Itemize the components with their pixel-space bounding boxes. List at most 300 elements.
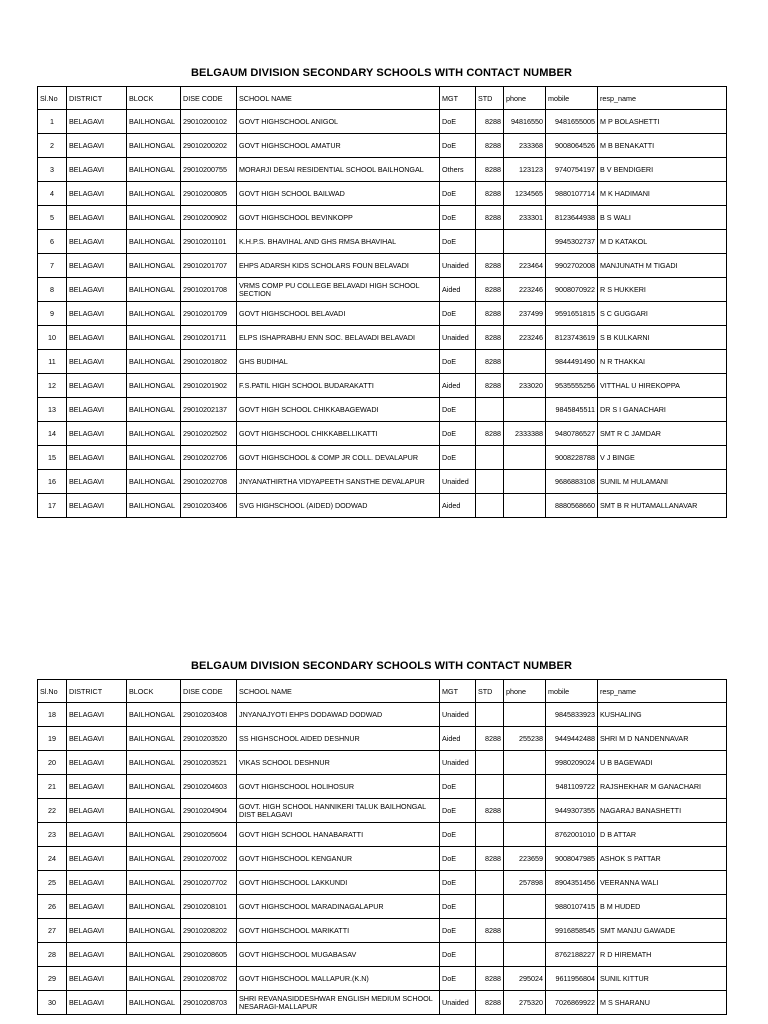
cell-sl-no: 5	[38, 206, 67, 230]
cell-phone	[504, 799, 546, 823]
column-header-mobile: mobile	[546, 87, 598, 110]
cell-school-name: MORARJI DESAI RESIDENTIAL SCHOOL BAILHONGAL	[237, 158, 440, 182]
cell-resp-name: SUNIL M HULAMANI	[598, 470, 727, 494]
cell-sl-no: 24	[38, 847, 67, 871]
cell-resp-name: MANJUNATH M TIGADI	[598, 254, 727, 278]
cell-resp-name: B M HUDED	[598, 895, 727, 919]
cell-phone	[504, 823, 546, 847]
cell-resp-name: SMT B R HUTAMALLANAVAR	[598, 494, 727, 518]
cell-district: BELAGAVI	[67, 134, 127, 158]
cell-resp-name: NAGARAJ BANASHETTI	[598, 799, 727, 823]
cell-phone	[504, 470, 546, 494]
cell-school-name: GOVT HIGHSCHOOL KENGANUR	[237, 847, 440, 871]
table-row	[38, 703, 727, 727]
cell-school-name: GOVT HIGHSCHOOL ANIGOL	[237, 110, 440, 134]
cell-block: BAILHONGAL	[127, 895, 181, 919]
column-header-dise-code: DISE CODE	[181, 87, 237, 110]
cell-sl-no: 18	[38, 703, 67, 727]
cell-mobile: 9980209024	[546, 751, 598, 775]
cell-resp-name: RAJSHEKHAR M GANACHARI	[598, 775, 727, 799]
cell-mobile: 8762188227	[546, 943, 598, 967]
column-header-dise-code: DISE CODE	[181, 680, 237, 703]
cell-sl-no: 13	[38, 398, 67, 422]
cell-resp-name: SUNIL KITTUR	[598, 967, 727, 991]
cell-phone	[504, 751, 546, 775]
cell-std: 8288	[476, 919, 504, 943]
cell-mgt: Unaided	[440, 703, 476, 727]
cell-resp-name: M P BOLASHETTI	[598, 110, 727, 134]
cell-district: BELAGAVI	[67, 278, 127, 302]
cell-block: BAILHONGAL	[127, 398, 181, 422]
cell-mobile: 9686883108	[546, 470, 598, 494]
column-header-mgt: MGT	[440, 680, 476, 703]
table-row	[38, 254, 727, 278]
cell-district: BELAGAVI	[67, 967, 127, 991]
cell-phone: 233020	[504, 374, 546, 398]
cell-dise-code: 29010203520	[181, 727, 237, 751]
cell-resp-name: ASHOK S PATTAR	[598, 847, 727, 871]
cell-sl-no: 8	[38, 278, 67, 302]
cell-district: BELAGAVI	[67, 847, 127, 871]
cell-mgt: Unaided	[440, 326, 476, 350]
cell-school-name: GOVT HIGH SCHOOL CHIKKABAGEWADI	[237, 398, 440, 422]
column-header-block: BLOCK	[127, 87, 181, 110]
cell-district: BELAGAVI	[67, 446, 127, 470]
cell-dise-code: 29010200902	[181, 206, 237, 230]
cell-mgt: DoE	[440, 446, 476, 470]
schools-table-1	[37, 86, 727, 518]
cell-phone	[504, 895, 546, 919]
cell-phone: 223464	[504, 254, 546, 278]
cell-sl-no: 1	[38, 110, 67, 134]
table-row	[38, 991, 727, 1015]
cell-phone	[504, 494, 546, 518]
column-header-school-name: SCHOOL NAME	[237, 87, 440, 110]
cell-mobile: 9008070922	[546, 278, 598, 302]
cell-phone	[504, 775, 546, 799]
cell-mobile: 9008064526	[546, 134, 598, 158]
cell-resp-name: M K HADIMANI	[598, 182, 727, 206]
cell-mobile: 8123743619	[546, 326, 598, 350]
cell-district: BELAGAVI	[67, 494, 127, 518]
cell-block: BAILHONGAL	[127, 919, 181, 943]
cell-dise-code: 29010202706	[181, 446, 237, 470]
cell-mobile: 9480786527	[546, 422, 598, 446]
cell-sl-no: 27	[38, 919, 67, 943]
cell-dise-code: 29010208101	[181, 895, 237, 919]
cell-school-name: VRMS COMP PU COLLEGE BELAVADI HIGH SCHOOL SECTION	[237, 278, 440, 302]
cell-std: 8288	[476, 991, 504, 1015]
cell-block: BAILHONGAL	[127, 182, 181, 206]
page-title: BELGAUM DIVISION SECONDARY SCHOOLS WITH CONTACT NUMBER	[190, 660, 573, 672]
cell-school-name: ELPS ISHAPRABHU ENN SOC. BELAVADI BELAVADI	[237, 326, 440, 350]
cell-school-name: EHPS ADARSH KIDS SCHOLARS FOUN BELAVADI	[237, 254, 440, 278]
cell-phone: 223246	[504, 278, 546, 302]
cell-district: BELAGAVI	[67, 919, 127, 943]
cell-dise-code: 29010200202	[181, 134, 237, 158]
cell-std	[476, 823, 504, 847]
cell-school-name: K.H.P.S. BHAVIHAL AND GHS RMSA BHAVIHAL	[237, 230, 440, 254]
cell-block: BAILHONGAL	[127, 470, 181, 494]
cell-mgt: Aided	[440, 374, 476, 398]
cell-resp-name: SHRI M D NANDENNAVAR	[598, 727, 727, 751]
cell-dise-code: 29010208202	[181, 919, 237, 943]
cell-mgt: DoE	[440, 847, 476, 871]
cell-mgt: DoE	[440, 422, 476, 446]
cell-mgt: DoE	[440, 943, 476, 967]
cell-mobile: 9481655005	[546, 110, 598, 134]
table-row	[38, 134, 727, 158]
column-header-std: STD	[476, 680, 504, 703]
cell-dise-code: 29010201709	[181, 302, 237, 326]
cell-resp-name: DR S I GANACHARI	[598, 398, 727, 422]
cell-block: BAILHONGAL	[127, 422, 181, 446]
cell-block: BAILHONGAL	[127, 350, 181, 374]
cell-mgt: DoE	[440, 206, 476, 230]
cell-district: BELAGAVI	[67, 871, 127, 895]
cell-district: BELAGAVI	[67, 302, 127, 326]
cell-mobile: 9844491490	[546, 350, 598, 374]
cell-block: BAILHONGAL	[127, 751, 181, 775]
cell-mobile: 7026869922	[546, 991, 598, 1015]
cell-district: BELAGAVI	[67, 727, 127, 751]
cell-phone	[504, 350, 546, 374]
cell-school-name: GOVT HIGHSCHOOL MARADINAGALAPUR	[237, 895, 440, 919]
cell-school-name: GOVT HIGHSCHOOL CHIKKABELLIKATTI	[237, 422, 440, 446]
cell-dise-code: 29010204603	[181, 775, 237, 799]
cell-mgt: DoE	[440, 182, 476, 206]
cell-district: BELAGAVI	[67, 775, 127, 799]
cell-mgt: Unaided	[440, 751, 476, 775]
cell-block: BAILHONGAL	[127, 374, 181, 398]
cell-dise-code: 29010208605	[181, 943, 237, 967]
column-header-phone: phone	[504, 87, 546, 110]
cell-mobile: 9902702008	[546, 254, 598, 278]
cell-district: BELAGAVI	[67, 158, 127, 182]
table-row	[38, 206, 727, 230]
cell-school-name: JNYANAJYOTI EHPS DODAWAD DODWAD	[237, 703, 440, 727]
cell-resp-name: VITTHAL U HIREKOPPA	[598, 374, 727, 398]
cell-school-name: GOVT HIGHSCHOOL HOLIHOSUR	[237, 775, 440, 799]
cell-school-name: GOVT HIGH SCHOOL HANABARATTI	[237, 823, 440, 847]
cell-mobile: 9611956804	[546, 967, 598, 991]
cell-phone: 123123	[504, 158, 546, 182]
cell-std	[476, 751, 504, 775]
column-header-std: STD	[476, 87, 504, 110]
cell-school-name: SVG HIGHSCHOOL (AIDED) DODWAD	[237, 494, 440, 518]
cell-mobile: 9740754197	[546, 158, 598, 182]
cell-mobile: 9449307355	[546, 799, 598, 823]
table-row	[38, 871, 727, 895]
cell-mgt: DoE	[440, 398, 476, 422]
cell-resp-name: KUSHALING	[598, 703, 727, 727]
cell-resp-name: M B BENAKATTI	[598, 134, 727, 158]
cell-district: BELAGAVI	[67, 110, 127, 134]
cell-dise-code: 29010200755	[181, 158, 237, 182]
cell-dise-code: 29010203406	[181, 494, 237, 518]
cell-sl-no: 17	[38, 494, 67, 518]
cell-resp-name: B V BENDIGERI	[598, 158, 727, 182]
cell-mgt: DoE	[440, 823, 476, 847]
table-row	[38, 775, 727, 799]
cell-mgt: DoE	[440, 775, 476, 799]
cell-std	[476, 494, 504, 518]
cell-block: BAILHONGAL	[127, 727, 181, 751]
cell-sl-no: 7	[38, 254, 67, 278]
cell-mgt: Unaided	[440, 254, 476, 278]
cell-district: BELAGAVI	[67, 254, 127, 278]
table-row	[38, 967, 727, 991]
cell-block: BAILHONGAL	[127, 206, 181, 230]
cell-resp-name: D B ATTAR	[598, 823, 727, 847]
cell-phone: 233301	[504, 206, 546, 230]
cell-mgt: DoE	[440, 230, 476, 254]
cell-phone	[504, 398, 546, 422]
cell-sl-no: 16	[38, 470, 67, 494]
cell-block: BAILHONGAL	[127, 991, 181, 1015]
table-row	[38, 470, 727, 494]
cell-std: 8288	[476, 847, 504, 871]
cell-block: BAILHONGAL	[127, 703, 181, 727]
cell-std: 8288	[476, 374, 504, 398]
cell-mgt: Unaided	[440, 991, 476, 1015]
cell-block: BAILHONGAL	[127, 775, 181, 799]
cell-mgt: DoE	[440, 302, 476, 326]
cell-sl-no: 29	[38, 967, 67, 991]
column-header-sl-no: Sl.No	[38, 87, 67, 110]
cell-phone: 237499	[504, 302, 546, 326]
cell-dise-code: 29010207002	[181, 847, 237, 871]
cell-std: 8288	[476, 799, 504, 823]
cell-sl-no: 23	[38, 823, 67, 847]
cell-mgt: Others	[440, 158, 476, 182]
cell-mgt: Aided	[440, 278, 476, 302]
cell-block: BAILHONGAL	[127, 494, 181, 518]
cell-std: 8288	[476, 110, 504, 134]
cell-mgt: DoE	[440, 967, 476, 991]
table-row	[38, 943, 727, 967]
table-row	[38, 182, 727, 206]
cell-block: BAILHONGAL	[127, 943, 181, 967]
header-row	[38, 87, 727, 110]
cell-resp-name: V J BINGE	[598, 446, 727, 470]
cell-district: BELAGAVI	[67, 703, 127, 727]
cell-dise-code: 29010202708	[181, 470, 237, 494]
cell-mobile: 9845833923	[546, 703, 598, 727]
cell-mobile: 8880568660	[546, 494, 598, 518]
cell-block: BAILHONGAL	[127, 302, 181, 326]
cell-school-name: SS HIGHSCHOOL AIDED DESHNUR	[237, 727, 440, 751]
column-header-resp-name: resp_name	[598, 680, 727, 703]
cell-school-name: GOVT. HIGH SCHOOL HANNIKERI TALUK BAILHONGAL DIST BELAGAVI	[237, 799, 440, 823]
cell-mobile: 8762001010	[546, 823, 598, 847]
cell-phone: 255238	[504, 727, 546, 751]
cell-phone: 1234565	[504, 182, 546, 206]
cell-phone: 257898	[504, 871, 546, 895]
cell-sl-no: 26	[38, 895, 67, 919]
cell-block: BAILHONGAL	[127, 847, 181, 871]
cell-block: BAILHONGAL	[127, 799, 181, 823]
cell-sl-no: 2	[38, 134, 67, 158]
cell-std: 8288	[476, 326, 504, 350]
cell-phone: 233368	[504, 134, 546, 158]
cell-std	[476, 703, 504, 727]
cell-mobile: 9008228788	[546, 446, 598, 470]
table-row	[38, 727, 727, 751]
cell-mgt: DoE	[440, 134, 476, 158]
cell-sl-no: 19	[38, 727, 67, 751]
cell-sl-no: 15	[38, 446, 67, 470]
cell-mgt: Unaided	[440, 470, 476, 494]
cell-block: BAILHONGAL	[127, 967, 181, 991]
cell-std: 8288	[476, 134, 504, 158]
cell-sl-no: 4	[38, 182, 67, 206]
cell-sl-no: 30	[38, 991, 67, 1015]
cell-dise-code: 29010208703	[181, 991, 237, 1015]
cell-sl-no: 20	[38, 751, 67, 775]
column-header-district: DISTRICT	[67, 680, 127, 703]
cell-phone: 223246	[504, 326, 546, 350]
cell-district: BELAGAVI	[67, 182, 127, 206]
cell-std: 8288	[476, 302, 504, 326]
schools-table-2	[37, 679, 727, 1015]
cell-dise-code: 29010201708	[181, 278, 237, 302]
table-row	[38, 446, 727, 470]
cell-std	[476, 446, 504, 470]
cell-mobile: 9481109722	[546, 775, 598, 799]
cell-mobile: 9591651815	[546, 302, 598, 326]
cell-block: BAILHONGAL	[127, 446, 181, 470]
cell-mgt: Aided	[440, 727, 476, 751]
cell-std	[476, 398, 504, 422]
cell-mgt: DoE	[440, 799, 476, 823]
cell-resp-name: M S SHARANU	[598, 991, 727, 1015]
cell-dise-code: 29010201101	[181, 230, 237, 254]
table-row	[38, 278, 727, 302]
cell-school-name: GOVT HIGHSCHOOL MUGABASAV	[237, 943, 440, 967]
cell-resp-name: M D KATAKOL	[598, 230, 727, 254]
cell-mobile: 8123644938	[546, 206, 598, 230]
cell-block: BAILHONGAL	[127, 278, 181, 302]
cell-mobile: 9945302737	[546, 230, 598, 254]
cell-mobile: 9008047985	[546, 847, 598, 871]
cell-dise-code: 29010202502	[181, 422, 237, 446]
cell-resp-name: VEERANNA WALI	[598, 871, 727, 895]
cell-district: BELAGAVI	[67, 326, 127, 350]
cell-phone	[504, 943, 546, 967]
cell-district: BELAGAVI	[67, 350, 127, 374]
table-row	[38, 494, 727, 518]
cell-resp-name: U B BAGEWADI	[598, 751, 727, 775]
cell-dise-code: 29010208702	[181, 967, 237, 991]
header-row	[38, 680, 727, 703]
cell-phone	[504, 919, 546, 943]
cell-school-name: F.S.PATIL HIGH SCHOOL BUDARAKATTI	[237, 374, 440, 398]
cell-resp-name: R S HUKKERI	[598, 278, 727, 302]
cell-mobile: 9880107415	[546, 895, 598, 919]
cell-block: BAILHONGAL	[127, 823, 181, 847]
cell-dise-code: 29010201802	[181, 350, 237, 374]
cell-district: BELAGAVI	[67, 823, 127, 847]
cell-block: BAILHONGAL	[127, 230, 181, 254]
cell-sl-no: 6	[38, 230, 67, 254]
cell-std	[476, 895, 504, 919]
cell-std: 8288	[476, 158, 504, 182]
cell-mgt: DoE	[440, 895, 476, 919]
cell-dise-code: 29010201707	[181, 254, 237, 278]
table-row	[38, 823, 727, 847]
cell-std: 8288	[476, 422, 504, 446]
cell-sl-no: 28	[38, 943, 67, 967]
cell-school-name: GOVT HIGHSCHOOL MARIKATTI	[237, 919, 440, 943]
cell-std: 8288	[476, 727, 504, 751]
column-header-district: DISTRICT	[67, 87, 127, 110]
cell-block: BAILHONGAL	[127, 134, 181, 158]
cell-resp-name: B S WALI	[598, 206, 727, 230]
cell-district: BELAGAVI	[67, 374, 127, 398]
cell-std	[476, 943, 504, 967]
cell-block: BAILHONGAL	[127, 871, 181, 895]
cell-mgt: DoE	[440, 871, 476, 895]
cell-district: BELAGAVI	[67, 470, 127, 494]
cell-std: 8288	[476, 278, 504, 302]
column-header-resp-name: resp_name	[598, 87, 727, 110]
cell-school-name: GOVT HIGHSCHOOL BELAVADI	[237, 302, 440, 326]
cell-block: BAILHONGAL	[127, 158, 181, 182]
cell-sl-no: 9	[38, 302, 67, 326]
cell-resp-name: SMT R C JAMDAR	[598, 422, 727, 446]
cell-phone	[504, 446, 546, 470]
cell-sl-no: 12	[38, 374, 67, 398]
cell-dise-code: 29010201902	[181, 374, 237, 398]
table-row	[38, 398, 727, 422]
cell-mgt: Aided	[440, 494, 476, 518]
table-row	[38, 302, 727, 326]
cell-dise-code: 29010203408	[181, 703, 237, 727]
cell-std: 8288	[476, 254, 504, 278]
cell-dise-code: 29010207702	[181, 871, 237, 895]
cell-resp-name: S C GUGGARI	[598, 302, 727, 326]
cell-district: BELAGAVI	[67, 398, 127, 422]
cell-school-name: VIKAS SCHOOL DESHNUR	[237, 751, 440, 775]
table-row	[38, 895, 727, 919]
table-row	[38, 751, 727, 775]
cell-district: BELAGAVI	[67, 206, 127, 230]
table-row	[38, 230, 727, 254]
table-row	[38, 326, 727, 350]
cell-school-name: GOVT HIGH SCHOOL BAILWAD	[237, 182, 440, 206]
cell-sl-no: 21	[38, 775, 67, 799]
cell-district: BELAGAVI	[67, 799, 127, 823]
cell-sl-no: 14	[38, 422, 67, 446]
column-header-phone: phone	[504, 680, 546, 703]
cell-sl-no: 10	[38, 326, 67, 350]
cell-dise-code: 29010200102	[181, 110, 237, 134]
cell-mobile: 9845845511	[546, 398, 598, 422]
cell-mgt: DoE	[440, 350, 476, 374]
cell-phone	[504, 230, 546, 254]
cell-dise-code: 29010205604	[181, 823, 237, 847]
cell-mobile: 9916858545	[546, 919, 598, 943]
cell-std: 8288	[476, 350, 504, 374]
cell-district: BELAGAVI	[67, 895, 127, 919]
cell-dise-code: 29010200805	[181, 182, 237, 206]
cell-school-name: GOVT HIGHSCHOOL LAKKUNDI	[237, 871, 440, 895]
cell-sl-no: 22	[38, 799, 67, 823]
cell-resp-name: N R THAKKAI	[598, 350, 727, 374]
page-title: BELGAUM DIVISION SECONDARY SCHOOLS WITH CONTACT NUMBER	[190, 67, 573, 79]
cell-school-name: JNYANATHIRTHA VIDYAPEETH SANSTHE DEVALAPUR	[237, 470, 440, 494]
